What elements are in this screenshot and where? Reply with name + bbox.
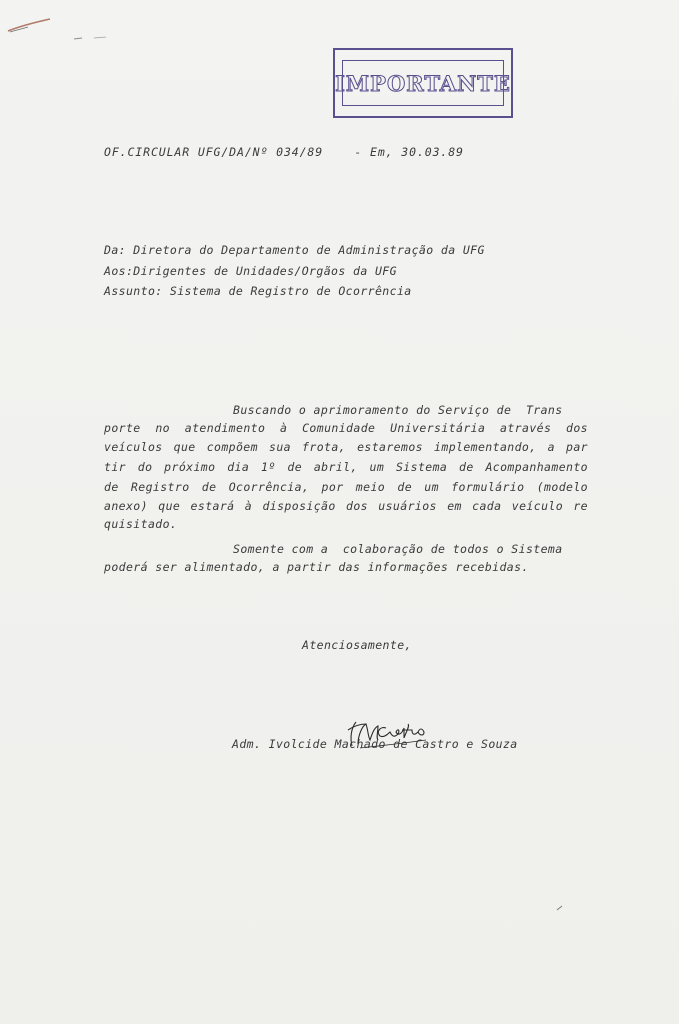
paragraph-1-line-6: anexo) que estará à disposição dos usuários em cada veículo re <box>104 499 588 513</box>
document-reference: OF.CIRCULAR UFG/DA/Nº 034/89 - Em, 30.03.89 <box>104 145 464 159</box>
paper-scuff <box>556 904 564 912</box>
small-mark <box>72 34 112 42</box>
stamp-text: IMPORTANTE <box>335 70 511 96</box>
header-from: Da: Diretora do Departamento de Administração da UFG <box>104 243 485 257</box>
header-subject: Assunto: Sistema de Registro de Ocorrência <box>104 284 412 298</box>
paragraph-1-line-5: de Registro de Ocorrência, por meio de um formulário (modelo <box>104 480 588 494</box>
paragraph-1-line-1: Buscando o aprimoramento do Serviço de Trans <box>233 403 563 417</box>
paragraph-2-line-1: Somente com a colaboração de todos o Sistema <box>233 542 563 556</box>
pen-mark <box>6 16 54 36</box>
paragraph-1-line-3: veículos que compõem sua frota, estaremos implementando, a par <box>104 440 588 454</box>
signer-name: Adm. Ivolcide Machado de Castro e Souza <box>232 737 518 751</box>
stamp-inner-frame <box>335 60 511 106</box>
header-to: Aos:Dirigentes de Unidades/Orgãos da UFG <box>104 264 397 278</box>
closing-text: Atenciosamente, <box>302 638 412 652</box>
paragraph-1-line-4: tir do próximo dia 1º de abril, um Sistema de Acompanhamento <box>104 460 588 474</box>
paragraph-1-line-2: porte no atendimento à Comunidade Universitária através dos <box>104 421 588 435</box>
paragraph-2-line-2: poderá ser alimentado, a partir das informações recebidas. <box>104 560 529 574</box>
importante-stamp <box>333 48 513 118</box>
paragraph-1-line-7: quisitado. <box>104 517 178 531</box>
